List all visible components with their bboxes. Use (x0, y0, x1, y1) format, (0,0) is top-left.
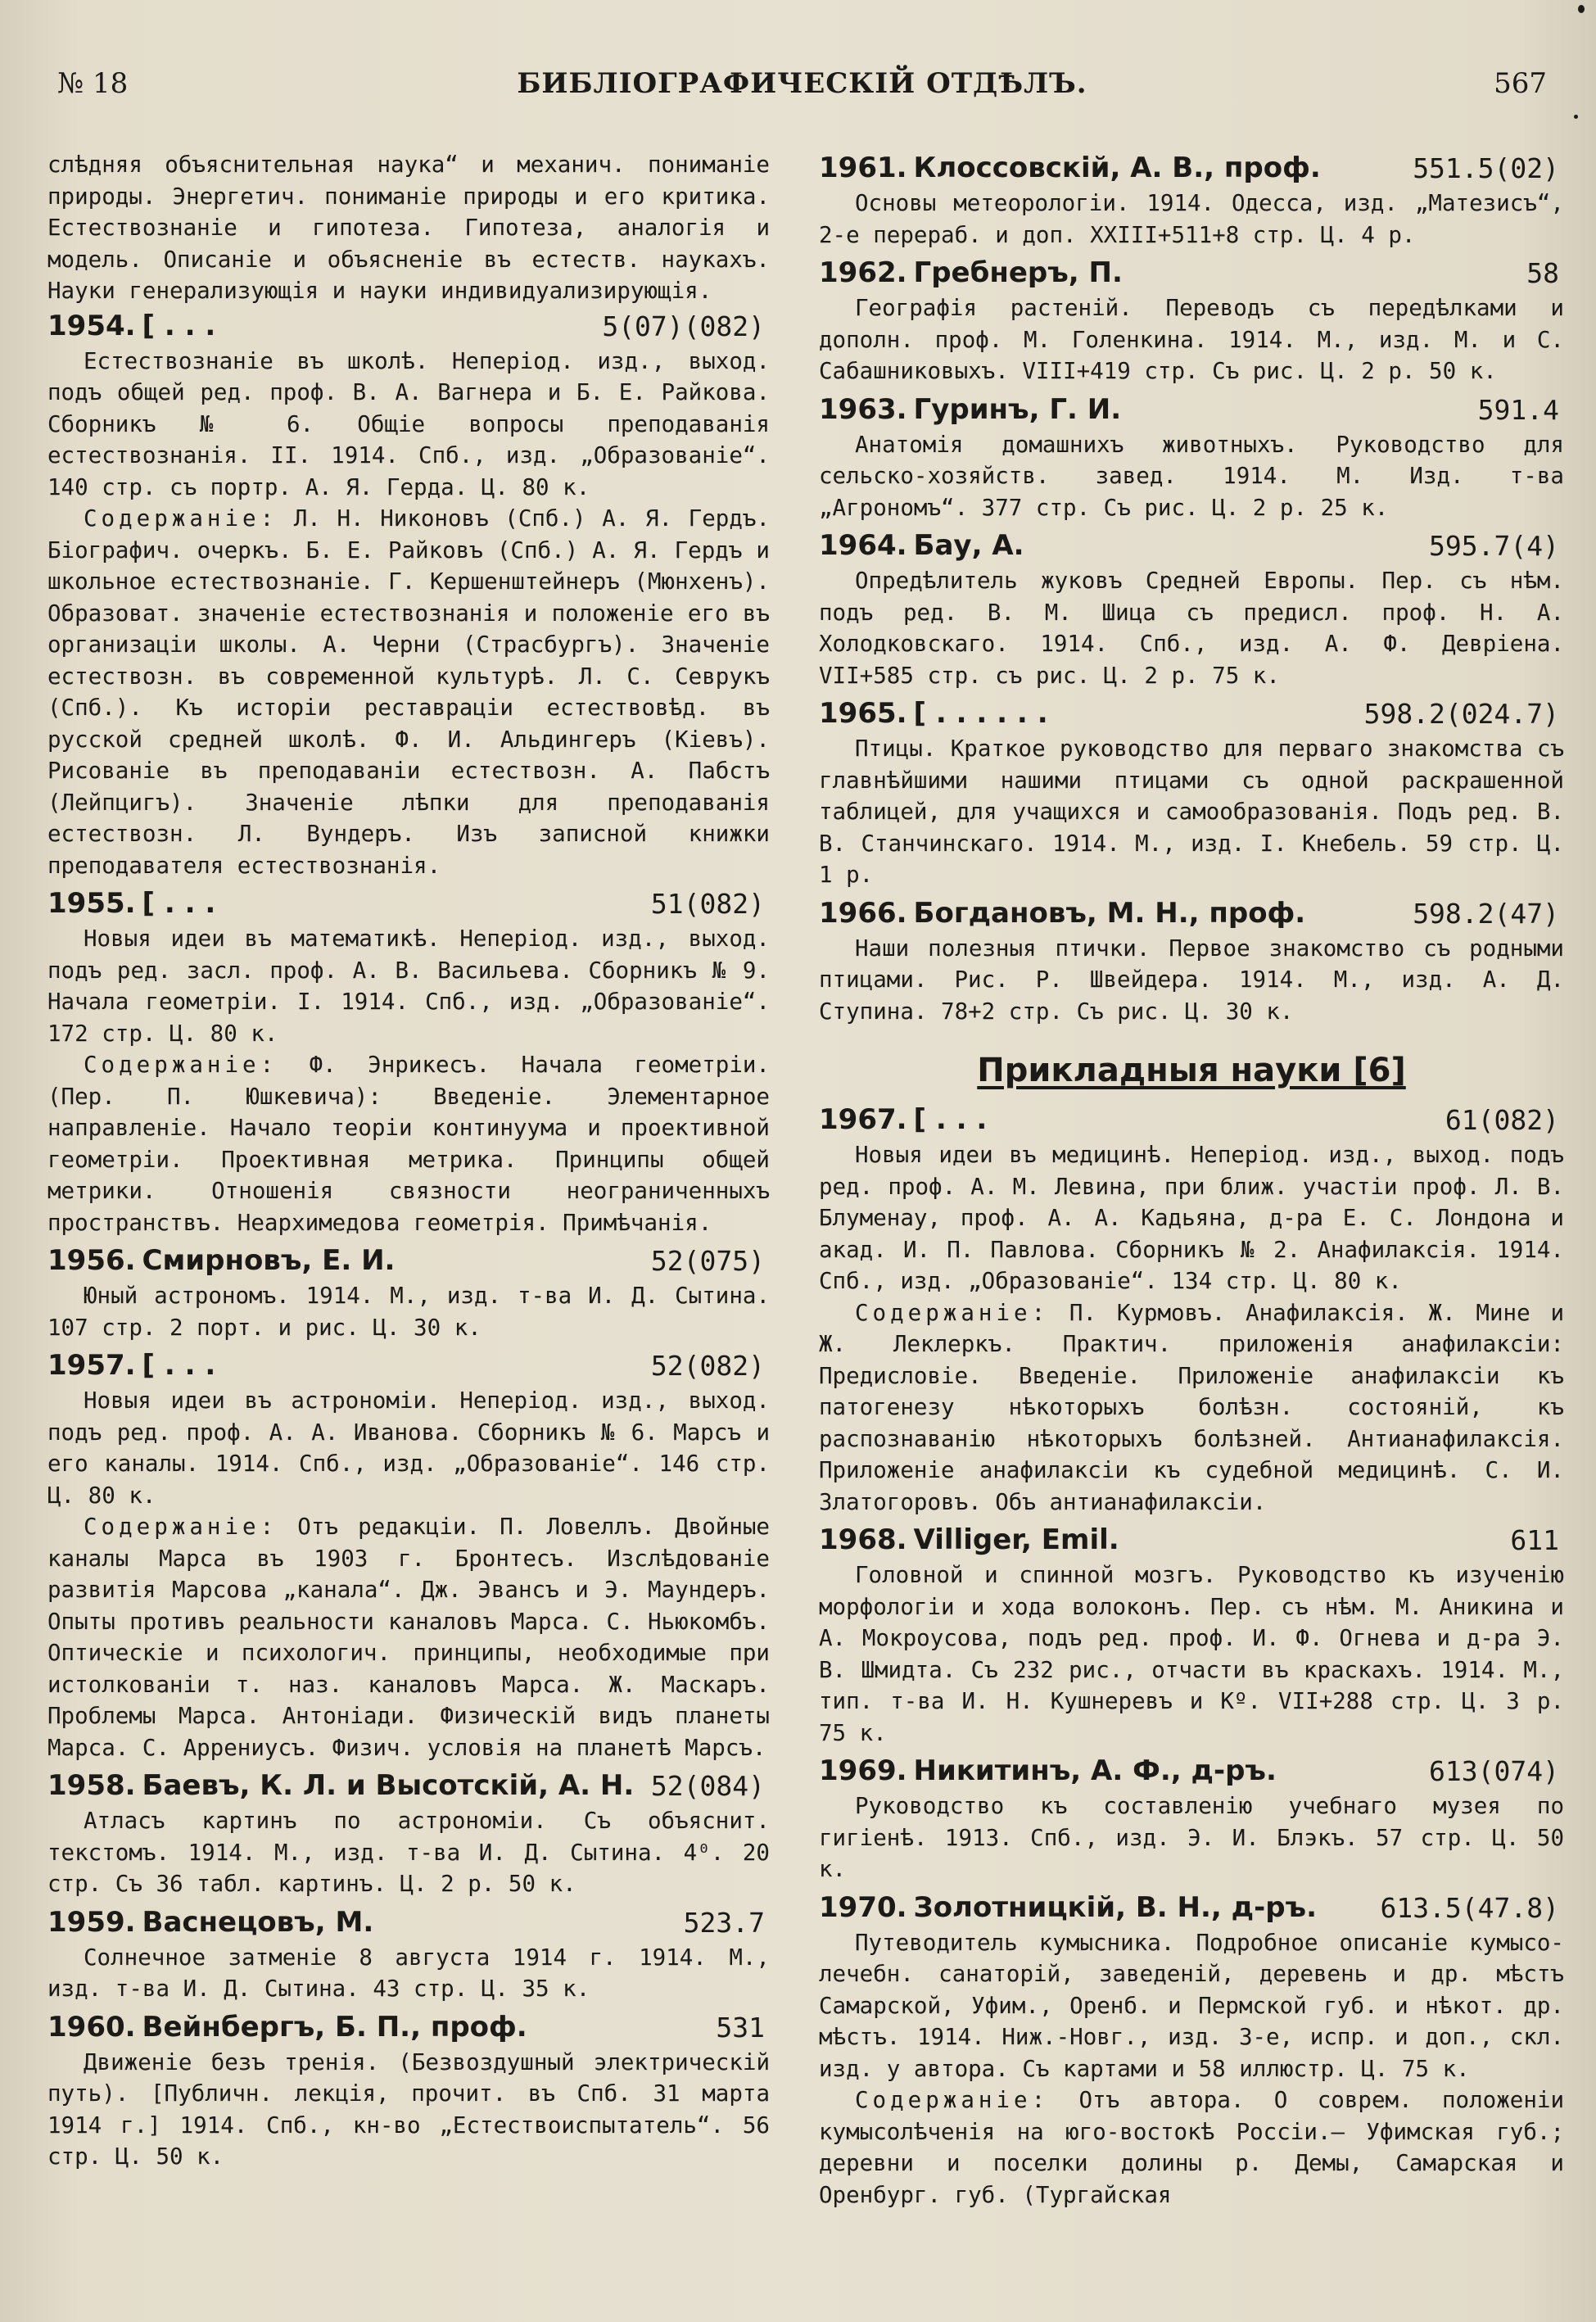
entry-number: 1962. (819, 256, 907, 289)
entry-number: 1968. (819, 1523, 907, 1556)
entry-heading (819, 1101, 1564, 1139)
entry-heading (819, 1521, 1564, 1559)
right-entries-bottom (819, 1101, 1564, 2211)
bibliography-entry (819, 391, 1564, 524)
entry-description: Головной и спинной мозгъ. Руководство къ изученію морфологіи и хода волоконъ. Пер. съ нѣм. М. Аникина и А. Мокроусова, подъ ред. проф. И. Ф. Огнева и д-ра Э. В. Шмидта. Съ 232 рис., отчасти въ краскахъ. 1914. М., тип. т-ва И. Н. Кушнеревъ и Kº. VII+288 стр. Ц. 3 р. 75 к. (819, 1562, 1564, 1746)
entry-contents (47, 503, 770, 881)
entry-description: Юный астрономъ. 1914. М., изд. т-ва И. Д. Сытина. 107 стр. 2 порт. и рис. Ц. 30 к. (47, 1283, 770, 1341)
bibliography-entry (47, 307, 770, 882)
entry-author: Васнецовъ, М. (142, 1905, 374, 1939)
contents-label: Содержаніе: (84, 1514, 278, 1540)
entry-description: Географія растеній. Переводъ съ передѣлками и дополн. проф. М. Голенкина. 1914. М., изд. М. и С. Сабашниковыхъ. VIII+419 стр. Съ рис. Ц. 2 р. 50 к. (819, 295, 1564, 384)
bibliography-entry (819, 1521, 1564, 1749)
classification-code: 52(084) (650, 1770, 765, 1802)
classification-code: 595.7(4) (1429, 530, 1559, 562)
right-entries-top (819, 149, 1564, 1027)
contents-label: Содержаніе: (855, 2087, 1050, 2113)
page-number: 567 (1494, 67, 1547, 100)
entry-number: 1956. (47, 1244, 136, 1277)
entry-heading (819, 391, 1564, 429)
issue-number: № 18 (57, 67, 129, 100)
entry-heading (819, 149, 1564, 188)
contents-text: П. Курмовъ. Анафилаксія. Ж. Мине и Ж. Леклеркъ. Практич. приложенія анафилаксіи: Предисловіе. Введеніе. Приложеніе анафилаксіи къ патогенезу нѣкоторыхъ болѣзн. состояній, къ распознаванію нѣкоторыхъ болѣзней. Антианафилаксія. Приложеніе анафилаксіи къ судебной медицинѣ. С. И. Златогоровъ. Объ антианафилаксіи. (819, 1299, 1564, 1515)
bibliography-entry (47, 1242, 770, 1343)
entry-heading (819, 527, 1564, 565)
entry-number: 1964. (819, 529, 907, 562)
bibliography-entry (819, 894, 1564, 1028)
entry-heading (47, 1767, 770, 1805)
bibliography-entry (47, 2008, 770, 2173)
page-header (57, 67, 1547, 116)
classification-code: 598.2(024.7) (1363, 698, 1559, 730)
left-entries (47, 307, 770, 2173)
entry-heading (47, 1347, 770, 1385)
classification-code: 531 (716, 2011, 765, 2044)
entry-heading (819, 894, 1564, 933)
classification-code: 5(07)(082) (602, 310, 765, 342)
entry-description: Птицы. Краткое руководство для перваго знакомства съ главнѣйшими нашими птицами съ одной раскрашенной таблицей, для учащихся и самообразованія. Подъ ред. В. В. Станчинскаго. 1914. М., изд. I. Кнебель. 59 стр. Ц. 1 р. (819, 736, 1564, 888)
entry-author: [ . . . (913, 1103, 988, 1136)
classification-code: 523.7 (683, 1906, 765, 1939)
bibliography-entry (819, 149, 1564, 251)
entry-number: 1969. (819, 1754, 907, 1787)
entry-number: 1961. (819, 152, 907, 184)
entry-number: 1954. (47, 309, 136, 342)
entry-number: 1959. (47, 1905, 136, 1939)
entry-author: [ . . . (142, 309, 216, 342)
entry-number: 1967. (819, 1103, 907, 1136)
entry-author: Гуринъ, Г. И. (913, 392, 1122, 426)
entry-heading (819, 1889, 1564, 1927)
ink-speck (1578, 5, 1585, 13)
bibliography-entry (47, 1347, 770, 1763)
entry-author: Никитинъ, А. Ф., д-ръ. (913, 1754, 1277, 1787)
entry-contents (47, 1511, 770, 1763)
entry-description: Основы метеорологіи. 1914. Одесса, изд. „Матезисъ“, 2-е перераб. и доп. XXIII+511+8 стр. Ц. 4 р. (819, 190, 1564, 248)
classification-code: 611 (1510, 1524, 1559, 1556)
entry-author: [ . . . (142, 1349, 216, 1382)
contents-text: Л. Н. Никоновъ (Спб.) А. Я. Гердъ. Біографич. очеркъ. Б. Е. Райковъ (Спб.) А. Я. Гердъ и школьное естествознаніе. Г. Кершенштейнеръ (Мюнхенъ). Образоват. значеніе естествознанія и положеніе его въ организаціи школы. А. Черни (Страсбургъ). Значеніе естествозн. въ современной культурѣ. Л. С. Севрукъ (Спб.). Къ исторіи реставраціи естествовѣд. въ русской средней школѣ. Ф. И. Альдингеръ (Кіевъ). Рисованіе въ преподаваніи естествозн. А. Пабстъ (Лейпцигъ). Значеніе лѣпки для преподаванія естествозн. Л. Вундеръ. Изъ записной книжки преподавателя естествознанія. (47, 505, 770, 879)
classification-code: 591.4 (1477, 393, 1559, 426)
section-heading (819, 1052, 1564, 1089)
entry-description: Естествознаніе въ школѣ. Неперіод. изд., выход. подъ общей ред. проф. В. А. Вагнера и Б. Е. Райкова. Сборникъ № 6. Общіе вопросы преподаванія естествознанія. II. 1914. Спб., изд. „Образованіе“. 140 стр. съ портр. А. Я. Герда. Ц. 80 к. (47, 347, 770, 500)
entry-heading (819, 1752, 1564, 1790)
entry-heading (819, 254, 1564, 292)
entry-heading (47, 1903, 770, 1942)
entry-number: 1957. (47, 1349, 136, 1382)
entry-number: 1955. (47, 887, 136, 920)
classification-code: 61(082) (1445, 1104, 1559, 1136)
bibliography-entry (819, 527, 1564, 691)
entry-author: Вейнбергъ, Б. П., проф. (142, 2010, 527, 2044)
classification-code: 52(075) (650, 1245, 765, 1277)
entry-heading (819, 695, 1564, 733)
entry-number: 1963. (819, 392, 907, 426)
entry-author: Villiger, Emil. (913, 1523, 1119, 1556)
classification-code: 52(082) (650, 1350, 765, 1382)
entry-description: Анатомія домашнихъ животныхъ. Руководство для сельско-хозяйств. завед. 1914. М. Изд. т-ва „Агрономъ“. 377 стр. Съ рис. Ц. 2 р. 25 к. (819, 431, 1564, 521)
entry-number: 1965. (819, 697, 907, 730)
entry-description: Руководство къ составленію учебнаго музея по гигіенѣ. 1913. Спб., изд. Э. И. Блэкъ. 57 стр. Ц. 50 к. (819, 1793, 1564, 1882)
classification-code: 613(074) (1429, 1755, 1559, 1787)
entry-author: Гребнеръ, П. (913, 256, 1123, 289)
contents-label: Содержаніе: (84, 1052, 278, 1078)
classification-code: 551.5(02) (1413, 152, 1559, 184)
entry-description: Новыя идеи въ медицинѣ. Неперіод. изд., выход. подъ ред. проф. А. М. Левина, при ближ. участіи проф. Л. В. Блуменау, проф. А. А. Кадьяна, д-ра Е. С. Лондона и акад. И. П. Павлова. Сборникъ № 2. Анафилаксія. 1914. Спб., изд. „Образованіе“. 134 стр. Ц. 80 к. (819, 1142, 1564, 1294)
right-column (819, 149, 1564, 2306)
entry-number: 1960. (47, 2010, 136, 2044)
contents-text: Отъ автора. О соврем. положеніи кумысолѣченія на юго-востокѣ Россіи.— Уфимская губ.; деревни и поселки долины р. Демы, Самарская и Оренбург. губ. (Тургайская (819, 2087, 1564, 2208)
entry-description: Солнечное затменіе 8 августа 1914 г. 1914. М., изд. т-ва И. Д. Сытина. 43 стр. Ц. 35 к. (47, 1944, 770, 2002)
entry-author: Богдановъ, М. Н., проф. (913, 896, 1306, 930)
contents-label: Содержаніе: (84, 505, 278, 532)
entry-description: Опредѣлитель жуковъ Средней Европы. Пер. съ нѣм. подъ ред. В. М. Шица съ предисл. проф. Н. А. Холодковскаго. 1914. Спб., изд. А. Ф. Девріена. VII+585 стр. съ рис. Ц. 2 р. 75 к. (819, 568, 1564, 689)
contents-text: Отъ редакціи. П. Ловеллъ. Двойные каналы Марса въ 1903 г. Бронтесъ. Изслѣдованіе развитія Марсова „канала“. Дж. Эвансъ и Э. Маундеръ. Опыты противъ реальности каналовъ Марса. С. Ньюкомбъ. Оптическіе и психологич. принципы, необходимые при истолкованіи т. наз. каналовъ Марса. Ж. Маскаръ. Проблемы Марса. Антоніади. Физическій видъ планеты Марса. С. Аррениусъ. Физич. условія на планетѣ Марсъ. (47, 1514, 770, 1761)
contents-text: Ф. Энрикесъ. Начала геометріи. (Пер. П. Юшкевича): Введеніе. Элементарное направленіе. Начало теоріи континуума и проективной геометріи. Проективная метрика. Принципы общей метрики. Отношенія связности неограниченныхъ пространствъ. Неархимедова геометрія. Примѣчанія. (47, 1052, 770, 1236)
bibliography-entry (819, 1101, 1564, 1518)
entry-author: [ . . . . . . (913, 697, 1048, 730)
bibliography-entry (47, 885, 770, 1238)
continued-text: слѣдняя объяснительная наука“ и механич. пониманіе природы. Энергетич. пониманіе природы и его критика. Естествознаніе и гипотеза. Гипотеза, аналогія и модель. Описаніе и объясненіе въ естеств. наукахъ. Науки генерализующія и науки индивидуализирующія. (47, 152, 770, 304)
entry-description: Движеніе безъ тренія. (Безвоздушный электрическій путь). [Публичн. лекція, прочит. въ Спб. 31 марта 1914 г.] 1914. Спб., кн-во „Естествоиспытатель“. 56 стр. Ц. 50 к. (47, 2048, 770, 2170)
entry-description: Наши полезныя птички. Первое знакомство съ родными птицами. Рис. Р. Швейдера. 1914. М., изд. А. Д. Ступина. 78+2 стр. Съ рис. Ц. 30 к. (819, 935, 1564, 1025)
bibliography-entry (819, 1752, 1564, 1885)
entry-description: Путеводитель кумысника. Подробное описаніе кумысо-лечебн. санаторій, заведеній, деревень и др. мѣстъ Самарской, Уфим., Оренб. и Пермской губ. и нѣкот. др. мѣстъ. 1914. Ниж.-Новг., изд. 3-е, испр. и доп., скл. изд. у автора. Съ картами и 58 иллюстр. Ц. 75 к. (819, 1929, 1564, 2082)
entry-description: Новыя идеи въ математикѣ. Неперіод. изд., выход. подъ ред. засл. проф. А. В. Васильева. Сборникъ № 9. Начала геометріи. I. 1914. Спб., изд. „Образованіе“. 172 стр. Ц. 80 к. (47, 926, 770, 1047)
contents-label: Содержаніе: (855, 1299, 1050, 1326)
classification-code: 598.2(47) (1413, 897, 1559, 930)
left-column (47, 149, 770, 2306)
entry-description: Атласъ картинъ по астрономіи. Съ объяснит. текстомъ. 1914. М., изд. т-ва И. Д. Сытина. 4⁰. 20 стр. Съ 36 табл. картинъ. Ц. 2 р. 50 к. (47, 1808, 770, 1897)
section-title: Прикладныя науки [6] (977, 1052, 1406, 1089)
bibliography-entry (47, 1767, 770, 1900)
entry-number: 1970. (819, 1890, 907, 1924)
entry-contents (819, 2084, 1564, 2211)
classification-code: 51(082) (650, 888, 765, 920)
classification-code: 613.5(47.8) (1380, 1891, 1559, 1924)
entry-heading (47, 2008, 770, 2047)
entry-author: [ . . . (142, 887, 216, 920)
entry-number: 1966. (819, 896, 907, 930)
entry-description: Новыя идеи въ астрономіи. Неперіод. изд., выход. подъ ред. проф. А. А. Иванова. Сборникъ № 6. Марсъ и его каналы. 1914. Спб., изд. „Образованіе“. 146 стр. Ц. 80 к. (47, 1387, 770, 1509)
entry-heading (47, 1242, 770, 1280)
entry-author: Бау, А. (913, 529, 1024, 562)
bibliography-entry (819, 695, 1564, 891)
bibliography-entry (47, 1903, 770, 2005)
entry-contents (819, 1297, 1564, 1519)
entry-contents (47, 1049, 770, 1238)
entry-heading (47, 885, 770, 923)
bibliography-entry (819, 1889, 1564, 2211)
entry-author: Баевъ, К. Л. и Высотскій, А. Н. (142, 1769, 635, 1802)
entry-author: Золотницкій, В. Н., д-ръ. (913, 1890, 1318, 1924)
entry-author: Смирновъ, Е. И. (142, 1244, 396, 1277)
bibliography-entry (819, 254, 1564, 387)
classification-code: 58 (1526, 257, 1559, 289)
entry-heading (47, 307, 770, 346)
running-title: БИБЛІОГРАФИЧЕСКІЙ ОТДѢЛЪ. (517, 67, 1087, 100)
entry-author: Клоссовскій, А. В., проф. (913, 152, 1321, 184)
ink-speck (1574, 115, 1578, 119)
entry-number: 1958. (47, 1769, 136, 1802)
